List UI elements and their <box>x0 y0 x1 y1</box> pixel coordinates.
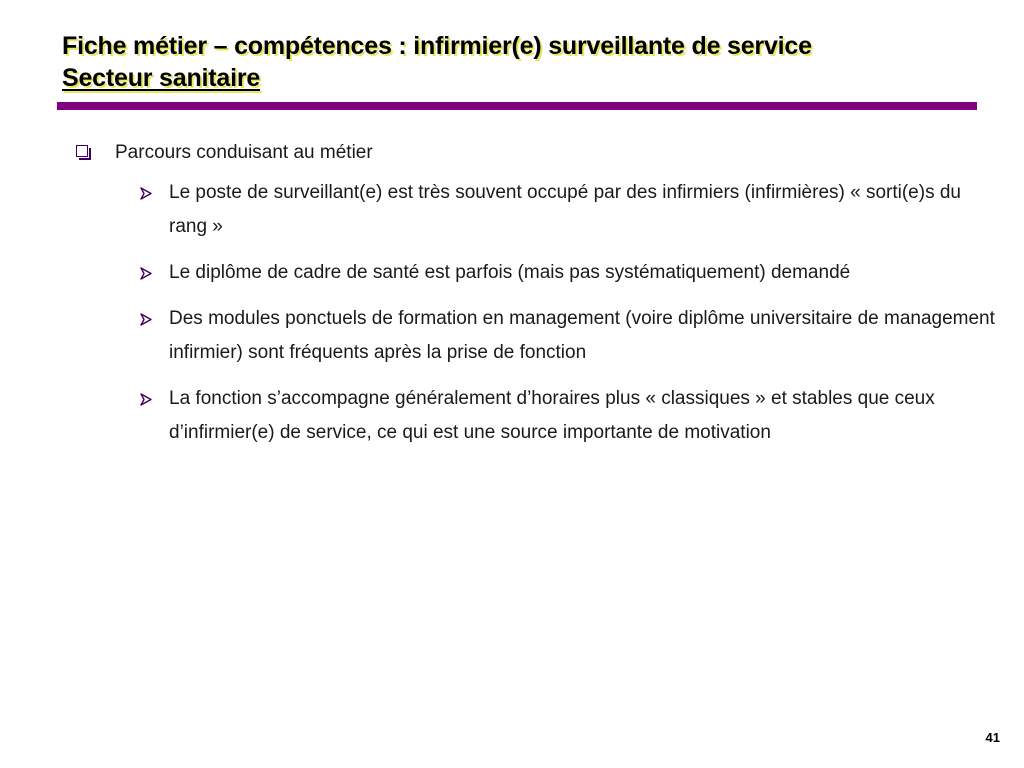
bullet-list <box>72 176 1002 450</box>
section-label: Parcours conduisant au métier <box>115 142 373 163</box>
title-line-2: Secteur sanitaire <box>62 64 261 92</box>
title-divider <box>57 102 977 110</box>
section-heading <box>72 140 1002 166</box>
list-item <box>72 302 1002 370</box>
list-item-text: Le poste de surveillant(e) est très souvent occupé par des infirmiers (infirmières) « sorti(e)s du rang » <box>169 182 961 237</box>
slide-title <box>62 30 1002 94</box>
list-item-text: Le diplôme de cadre de santé est parfois (mais pas systématiquement) demandé <box>169 262 851 283</box>
arrow-bullet-icon <box>140 267 152 280</box>
arrow-bullet-icon <box>140 187 152 200</box>
list-item-text: La fonction s’accompagne généralement d’horaires plus « classiques » et stables que ceux d’infirmier(e) de service, ce qui est une source importante de motivation <box>169 388 935 443</box>
title-line-1: Fiche métier – compétences : infirmier(e) surveillante de service <box>62 32 812 60</box>
list-item-text: Des modules ponctuels de formation en management (voire diplôme universitaire de management infirmier) sont fréquents après la prise de fonction <box>169 308 995 363</box>
slide-content <box>72 140 1002 450</box>
square-bullet-icon <box>76 145 88 157</box>
page-number: 41 <box>985 730 1000 745</box>
list-item <box>72 256 1002 290</box>
list-item <box>72 176 1002 244</box>
arrow-bullet-icon <box>140 313 152 326</box>
list-item <box>72 382 1002 450</box>
arrow-bullet-icon <box>140 393 152 406</box>
